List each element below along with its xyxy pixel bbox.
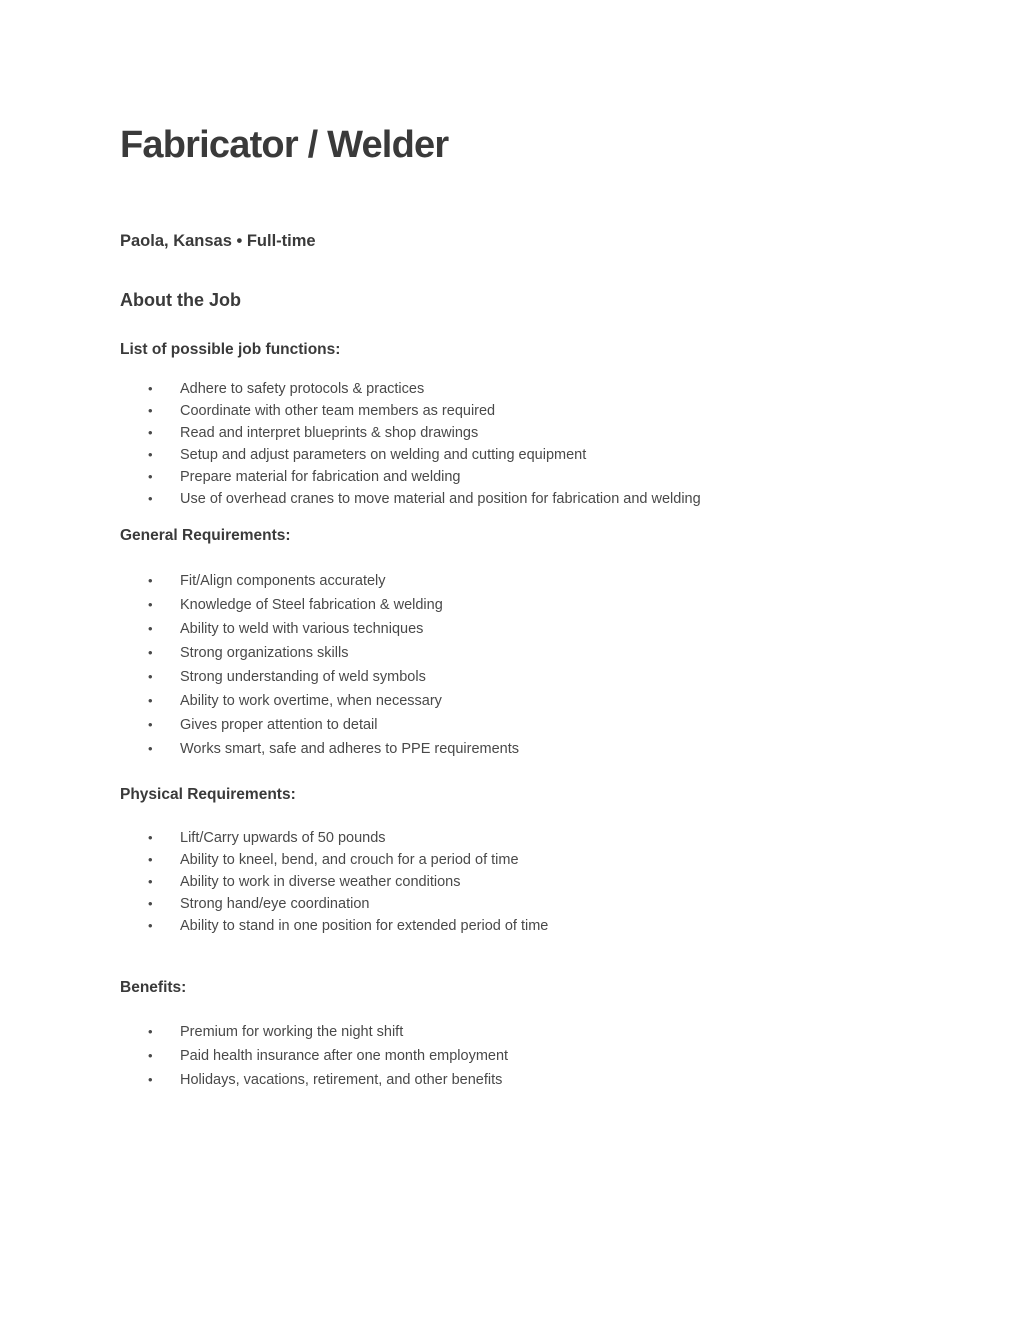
bullet-icon: •: [148, 693, 153, 708]
location-line: Paola, Kansas • Full-time: [120, 232, 316, 250]
bullet-icon: •: [148, 1048, 153, 1063]
list-item: [120, 488, 910, 510]
list-item: [120, 827, 910, 849]
list-item-text: Strong understanding of weld symbols: [180, 669, 426, 685]
bullet-icon: •: [148, 918, 153, 933]
list-item-text: Lift/Carry upwards of 50 pounds: [180, 830, 386, 846]
list-item: [120, 713, 910, 737]
bullet-icon: •: [148, 597, 153, 612]
bullet-icon: •: [148, 669, 153, 684]
document-content: [120, 0, 910, 1092]
list-item-text: Paid health insurance after one month employment: [180, 1048, 509, 1064]
bullet-icon: •: [148, 1072, 153, 1087]
bullet-icon: •: [148, 874, 153, 889]
list-item-text: Ability to kneel, bend, and crouch for a period of time: [180, 852, 519, 868]
list-item-text: Holidays, vacations, retirement, and other benefits: [180, 1072, 503, 1088]
benefits-list: [120, 1020, 910, 1092]
list-item: [120, 444, 910, 466]
list-item: [120, 422, 910, 444]
list-item-text: Coordinate with other team members as required: [180, 403, 496, 419]
bullet-icon: •: [148, 830, 153, 845]
list-item: [120, 617, 910, 641]
list-item-text: Ability to work in diverse weather conditions: [180, 874, 461, 890]
list-item-text: Ability to stand in one position for extended period of time: [180, 918, 549, 934]
bullet-icon: •: [148, 621, 153, 636]
list-item: [120, 569, 910, 593]
list-item: [120, 665, 910, 689]
list-item-text: Ability to weld with various techniques: [180, 621, 424, 637]
bullet-icon: •: [148, 425, 153, 440]
list-item: [120, 737, 910, 761]
section-heading-benefits: Benefits:: [120, 979, 187, 996]
list-item: [120, 400, 910, 422]
section-heading-job-functions: List of possible job functions:: [120, 341, 341, 358]
job-functions-list: [120, 378, 910, 510]
bullet-icon: •: [148, 573, 153, 588]
bullet-icon: •: [148, 741, 153, 756]
list-item: [120, 1068, 910, 1092]
list-item-text: Setup and adjust parameters on welding and cutting equipment: [180, 447, 587, 463]
bullet-icon: •: [148, 645, 153, 660]
bullet-icon: •: [148, 491, 153, 506]
bullet-icon: •: [148, 403, 153, 418]
list-item: [120, 689, 910, 713]
list-item: [120, 893, 910, 915]
list-item-text: Use of overhead cranes to move material and position for fabrication and welding: [180, 491, 701, 507]
physical-requirements-list: [120, 827, 910, 937]
list-item-text: Adhere to safety protocols & practices: [180, 381, 425, 397]
list-item: [120, 871, 910, 893]
list-item: [120, 641, 910, 665]
list-item-text: Prepare material for fabrication and welding: [180, 469, 461, 485]
list-item: [120, 1020, 910, 1044]
page-title: Fabricator / Welder: [120, 124, 449, 166]
list-item-text: Premium for working the night shift: [180, 1024, 404, 1040]
bullet-icon: •: [148, 896, 153, 911]
list-item-text: Read and interpret blueprints & shop drawings: [180, 425, 479, 441]
list-item: [120, 593, 910, 617]
bullet-icon: •: [148, 1024, 153, 1039]
list-item-text: Ability to work overtime, when necessary: [180, 693, 442, 709]
about-heading: About the Job: [120, 290, 241, 310]
list-item: [120, 1044, 910, 1068]
list-item-text: Gives proper attention to detail: [180, 717, 378, 733]
bullet-icon: •: [148, 852, 153, 867]
list-item-text: Strong hand/eye coordination: [180, 896, 370, 912]
bullet-icon: •: [148, 717, 153, 732]
list-item-text: Knowledge of Steel fabrication & welding: [180, 597, 443, 613]
list-item: [120, 378, 910, 400]
bullet-icon: •: [148, 447, 153, 462]
bullet-icon: •: [148, 469, 153, 484]
section-heading-general-requirements: General Requirements:: [120, 527, 291, 544]
general-requirements-list: [120, 569, 910, 761]
list-item-text: Fit/Align components accurately: [180, 573, 386, 589]
bullet-icon: •: [148, 381, 153, 396]
list-item-text: Works smart, safe and adheres to PPE requirements: [180, 741, 520, 757]
list-item-text: Strong organizations skills: [180, 645, 349, 661]
list-item: [120, 466, 910, 488]
section-heading-physical-requirements: Physical Requirements:: [120, 786, 296, 803]
list-item: [120, 849, 910, 871]
list-item: [120, 915, 910, 937]
